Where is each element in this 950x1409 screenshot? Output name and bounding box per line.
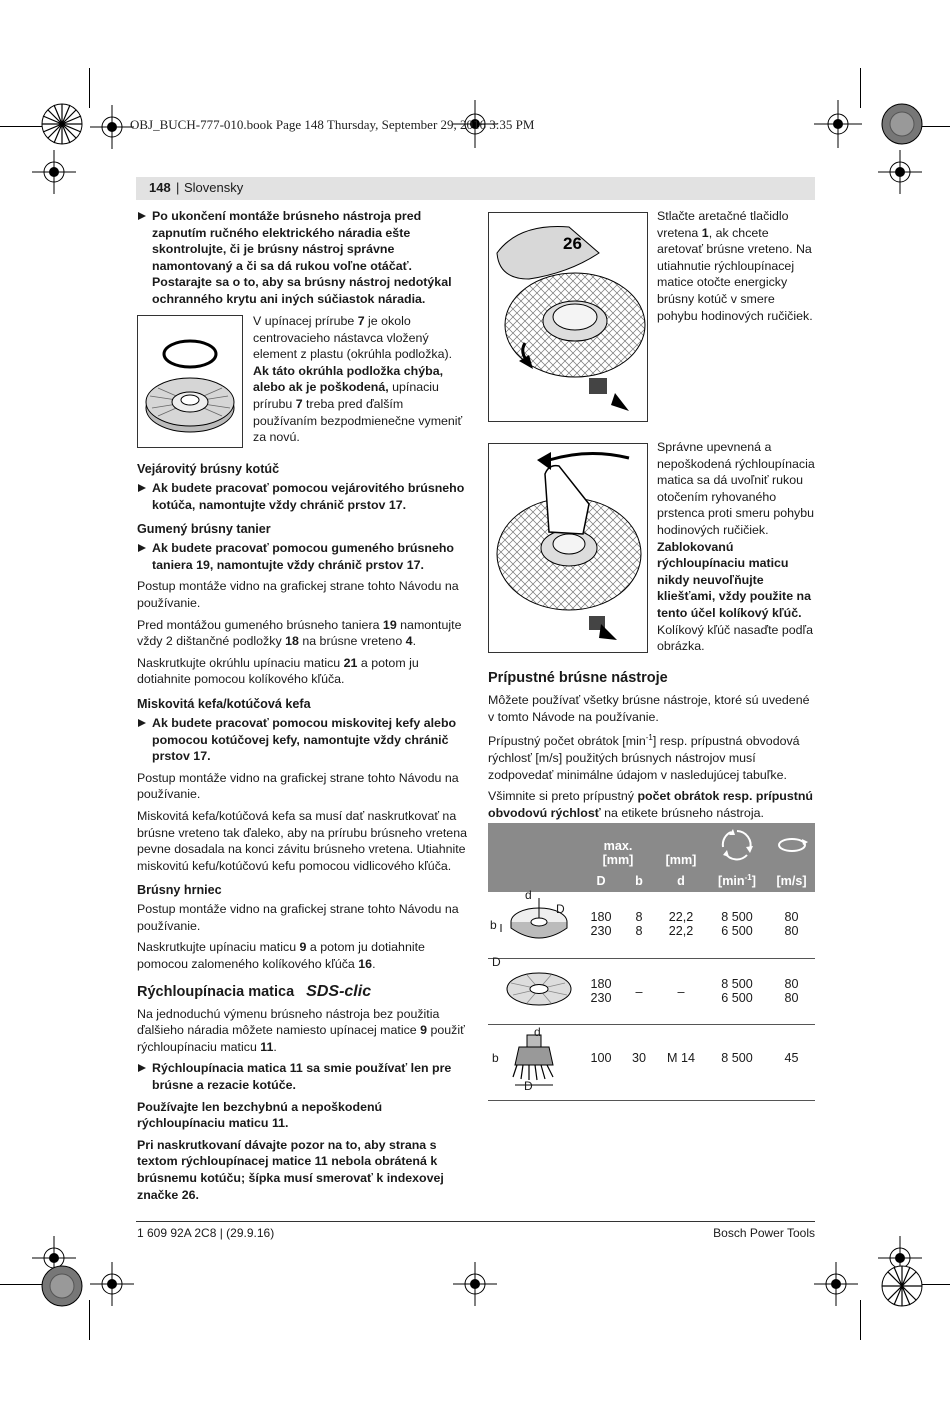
tool-icon-cell (488, 888, 580, 958)
heading-quick-nut-text: Rýchloupínacia matica (137, 983, 295, 1000)
figure-label-26: 26 (563, 234, 582, 253)
allowed-paragraph: Môžete používať všetky brúsne nástroje, ktoré sú uvedené v tomto Návode na používanie. (488, 693, 810, 724)
text-run: na brúsne vreteno (298, 634, 406, 649)
pin-wrench-warning: Zablokovanú rýchloupínaciu maticu nikdy neuvoľňujte kliešťami, vždy použite na tento účel kolíkový kľúč. (657, 539, 811, 620)
allowed-paragraph (488, 788, 816, 821)
part-number: 21 (343, 655, 358, 670)
value-d: M 14 (656, 1024, 706, 1100)
grinding-disc-icon (491, 892, 577, 952)
header-b: b (622, 869, 656, 892)
header-language: Slovensky (184, 180, 244, 195)
ring-washer-illustration (138, 316, 242, 447)
fan-disc-icon (491, 959, 577, 1019)
part-number: 18 (285, 634, 299, 649)
header-max: max. (603, 839, 633, 853)
crosshair-target-icon (90, 1262, 134, 1306)
emphasis: počet obrátok resp. prípustnú obvodovú rýchlosť (488, 789, 814, 820)
text-run: Prípustný počet obrátok [min (488, 734, 646, 749)
heading-rubber-pad: Gumený brúsny tanier (137, 522, 271, 537)
value-b: 30 (622, 1024, 656, 1100)
text-run: . (412, 634, 417, 649)
allowed-tools-table (488, 823, 815, 1101)
ring-washer-text (253, 313, 465, 446)
crosshair-target-icon (32, 150, 76, 194)
dim-D-label: D (492, 954, 501, 969)
crosshair-target-icon (814, 1262, 858, 1306)
text-run: Na jednoduchú výmenu brúsneho nástroja bez použitia ďalšieho náradia môžete namiesto upínacej matice (137, 1006, 440, 1038)
dim-b-label: b (492, 1050, 499, 1065)
part-number: 16 (358, 957, 373, 972)
part-number: 4 (405, 634, 413, 649)
table-row (488, 1024, 815, 1100)
heading-grinding-pot: Brúsny hrniec (137, 883, 222, 898)
rubber-pad-bullet: Ak budete pracovať pomocou gumeného brúsneho taniera 19, namontujte vždy chránič prstov 17. (137, 540, 467, 573)
text-run: namontujte vždy 2 dištančné podložky (137, 617, 462, 649)
dim-d-label: d (525, 888, 532, 902)
value-ms: 80 80 (768, 892, 815, 958)
rotation-speed-icon (717, 827, 757, 863)
left-column-top (137, 208, 467, 313)
ring-num: 7 (357, 314, 365, 328)
part-number: 9 (299, 940, 307, 955)
spindle-lock-illustration (489, 213, 647, 421)
page-number: 148 (149, 180, 171, 195)
header-mm: [mm] (602, 853, 634, 867)
ring-text: V upínacej prírube (253, 314, 358, 328)
footer-rule (136, 1221, 815, 1222)
footer-doc-code: 1 609 92A 2C8 | (29.9.16) (137, 1226, 275, 1240)
table-header-cell (488, 869, 580, 892)
text-run: Všimnite si preto prípustný (488, 789, 638, 804)
text-run: na etikete brúsneho nástroja. (600, 805, 764, 820)
pot-paragraph (137, 939, 467, 972)
text-run: použiť rýchloupínaciu maticu (137, 1023, 465, 1054)
text-run: Správne upevnená a nepoškodená rýchloupínacia matica sa dá uvoľniť rukou otočením ryhovaného prstenca proti smeru pohybu hodinových ručičiek. (657, 440, 815, 537)
text-run: . (372, 957, 376, 972)
table-header-cell (656, 823, 706, 869)
text-run: Pred montážou gumeného brúsneho taniera (137, 617, 383, 632)
text-run: Stlačte aretačné tlačidlo vretena (657, 209, 789, 240)
header-rpm-text: [min (718, 874, 745, 889)
tool-icon-cell (488, 954, 580, 1024)
quick-nut-warning: Používajte len bezchybnú a nepoškodenú rýchloupínaciu maticu 11. (137, 1099, 383, 1131)
spindle-lock-text (657, 208, 817, 324)
left-column-main (137, 453, 467, 1208)
heading-fan-disc: Vejárovitý brúsny kotúč (137, 462, 280, 476)
registration-target-icon (38, 100, 86, 148)
value-D: 180 230 (580, 892, 622, 958)
text-run: Kolíkový kľúč nasaďte podľa obrázka. (657, 622, 814, 654)
header-D: D (580, 869, 622, 892)
allowed-paragraph (488, 730, 816, 783)
table-row (488, 892, 815, 958)
crop-mark (89, 1300, 90, 1340)
fan-disc-bullet: Ak budete pracovať pomocou vejárovitého brúsneho kotúča, namontujte vždy chránič prstov 17. (137, 480, 467, 513)
header-rpm (706, 869, 768, 892)
heading-allowed-tools: Prípustné brúsne nástroje (488, 670, 668, 686)
brush-paragraph: Miskovitá kefa/kotúčová kefa sa musí dať naskrutkovať na brúsne vreteno tak ďaleko, aby na prírubu brúsneho vretena pevne dosadala na konci závitu brúsneho vretena. Utiahnite miskovitú kefu/kotúčovú kefu pomocou vidlicového kľúča. (137, 808, 467, 873)
part-number: 1 (701, 225, 709, 240)
rubber-pad-paragraph (137, 655, 467, 688)
rubber-pad-paragraph (137, 617, 467, 650)
text-run: ] resp. prípustná obvodová rýchlosť [m/s] použitých brúsnych nástrojov musí zodpovedať minimálne údajom v nasledujúcej tabuľke. (488, 734, 800, 782)
superscript: -1 (645, 733, 653, 743)
ring-text: upínaciu prírubu (253, 380, 439, 411)
value-D: 100 (580, 1024, 622, 1100)
pot-paragraph: Postup montáže vidno na grafickej strane tohto Návodu na používanie. (137, 902, 459, 933)
ring-num: 7 (295, 396, 303, 411)
header-separator: | (176, 180, 180, 195)
rubber-pad-paragraph: Postup montáže vidno na grafickej strane tohto Návodu na používanie. (137, 579, 459, 610)
value-D: 180 230 (580, 958, 622, 1024)
heading-quick-nut (137, 983, 467, 1001)
footer-brand: Bosch Power Tools (713, 1226, 815, 1240)
pin-wrench-illustration (489, 444, 647, 652)
table-header-cell (488, 823, 580, 869)
value-b: – (622, 958, 656, 1024)
table-header-cell (706, 823, 768, 869)
ring-text: je okolo centrovacieho nástavca vložený element z plastu (okrúhla podložka). (253, 314, 453, 362)
header-mm: [mm] (665, 853, 697, 867)
table-row (488, 958, 815, 1024)
dim-b-label: b (490, 918, 497, 932)
dim-D-label: D (556, 902, 565, 916)
text-run: a potom ju dotiahnite pomocou zalomeného kolíkového kľúča (137, 940, 425, 972)
header-ms: [m/s] (768, 869, 815, 892)
table-header-cell (580, 823, 656, 869)
part-number: 9 (420, 1023, 428, 1038)
brush-paragraph: Postup montáže vidno na grafickej strane tohto Návodu na používanie. (137, 770, 459, 802)
header-rpm-text: ] (751, 874, 756, 889)
crosshair-target-icon (814, 100, 862, 148)
grey-target-icon (878, 100, 926, 148)
brush-bullet: Ak budete pracovať pomocou miskovitej kefy alebo pomocou kotúčovej kefy, namontujte vždy chránič prstov 17. (137, 715, 467, 765)
text-run: Naskrutkujte upínaciu maticu (137, 940, 300, 955)
quick-nut-bullet: Rýchloupínacia matica 11 sa smie používať len pre brúsne a rezacie kotúče. (137, 1060, 467, 1093)
page-header (136, 177, 815, 200)
crosshair-target-icon (90, 105, 134, 149)
heading-brush: Miskovitá kefa/kotúčová kefa (137, 696, 311, 711)
crop-mark (860, 1300, 861, 1340)
text-run: . (273, 1039, 277, 1054)
mount-check-bullet: Po ukončení montáže brúsneho nástroja pred zapnutím ručného elektrického náradia ešte skontrolujte, či je brúsny nástroj správne namontovaný a či sa dá rukou voľne otáčať. Postarajte sa o to, aby sa brúsny nástroj nedotýkal ochranného krytu ani iných súčiastok náradia. (137, 208, 467, 308)
ring-text: treba pred ďalším používaním bezpodmienečne vymeniť za novú. (253, 396, 463, 445)
pin-wrench-text (657, 439, 819, 655)
superscript: -1 (744, 872, 752, 882)
value-ms: 45 (768, 1024, 815, 1100)
figure-ring-washer (137, 315, 243, 448)
grey-target-icon (38, 1262, 86, 1310)
part-number: 19 (382, 617, 397, 632)
registration-target-icon (878, 1262, 926, 1310)
text-run: Naskrutkujte okrúhlu upínaciu maticu (137, 655, 344, 670)
figure-spindle-lock (488, 212, 648, 422)
sds-clic-logo: SDS-clic (306, 982, 372, 1000)
value-rpm: 8 500 6 500 (706, 892, 768, 958)
header-d: d (656, 869, 706, 892)
value-d: 22,2 22,2 (656, 892, 706, 958)
value-b: 8 8 (622, 892, 656, 958)
value-ms: 80 80 (768, 958, 815, 1024)
print-header: OBJ_BUCH-777-010.book Page 148 Thursday, September 29, 2016 3:35 PM (130, 117, 535, 132)
ring-warning: Ak táto okrúhla podložka chýba, alebo ak je poškodená, (253, 363, 444, 395)
part-number: 11 (260, 1039, 274, 1054)
crop-mark (89, 68, 90, 108)
figure-pin-wrench (488, 443, 648, 653)
text-run: a potom ju dotiahnite pomocou kolíkového kľúča. (137, 655, 419, 687)
dim-D-label: D (524, 1078, 533, 1093)
quick-nut-paragraph (137, 1006, 467, 1056)
table-header-cell (768, 823, 815, 869)
crosshair-target-icon (878, 150, 922, 194)
dim-d-label: d (534, 1024, 541, 1039)
crosshair-target-icon (453, 1262, 497, 1306)
value-rpm: 8 500 (706, 1024, 768, 1100)
value-d: – (656, 958, 706, 1024)
value-rpm: 8 500 6 500 (706, 958, 768, 1024)
quick-nut-warning: Pri naskrutkovaní dávajte pozor na to, aby strana s textom rýchloupínacej matice 11 nebola obrátená k brúsnemu kotúču; šípka musí smerovať k indexovej značke 26. (137, 1137, 444, 1202)
allowed-tools-section (488, 659, 816, 826)
text-run: , ak chcete aretovať brúsne vreteno. Na utiahnutie rýchloupínacej matice otočte energicky brúsny kotúč v smere pohybu hodinových ručičiek. (657, 225, 813, 323)
peripheral-speed-icon (775, 835, 809, 855)
tool-icon-cell (488, 1024, 580, 1100)
